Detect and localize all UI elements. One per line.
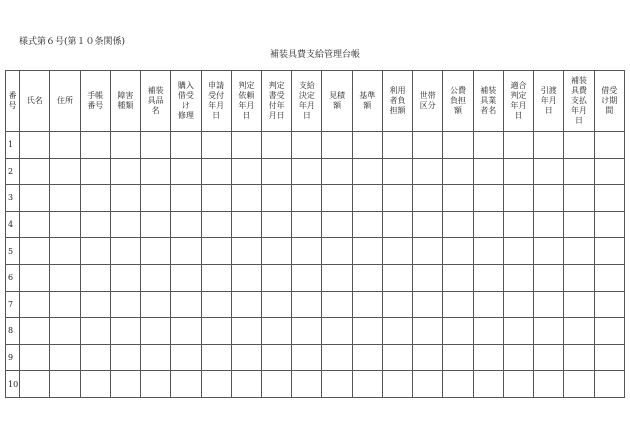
table-cell[interactable] <box>171 344 201 371</box>
table-cell[interactable] <box>503 238 533 265</box>
table-cell[interactable] <box>171 291 201 318</box>
table-cell[interactable] <box>564 158 594 185</box>
table-cell[interactable] <box>80 371 110 398</box>
table-cell[interactable] <box>110 318 140 345</box>
table-row <box>6 291 625 318</box>
table-cell[interactable] <box>261 238 291 265</box>
column-header-label: 世帯 区分 <box>419 91 436 110</box>
table-cell[interactable] <box>201 291 231 318</box>
column-header-label: 手帳 番号 <box>87 91 104 110</box>
table-row <box>6 211 625 238</box>
table-cell[interactable] <box>352 238 382 265</box>
table-cell[interactable] <box>473 371 503 398</box>
column-header-label: 支給 決定 年月 日 <box>298 81 315 120</box>
table-cell[interactable] <box>534 371 564 398</box>
table-cell[interactable] <box>382 344 412 371</box>
column-header-label: 申請 受付 年月 日 <box>208 81 225 120</box>
column-header <box>231 71 261 132</box>
table-cell[interactable] <box>20 238 50 265</box>
column-header <box>413 71 443 132</box>
table-cell[interactable] <box>503 211 533 238</box>
table-cell[interactable] <box>352 185 382 212</box>
column-header-label: 番 号 <box>8 91 17 110</box>
table-cell[interactable] <box>292 185 322 212</box>
table-cell[interactable] <box>20 132 50 159</box>
table-cell[interactable] <box>50 318 80 345</box>
column-header-label: 見積 額 <box>329 91 346 110</box>
table-cell[interactable] <box>503 132 533 159</box>
table-cell[interactable] <box>141 211 171 238</box>
table-cell[interactable] <box>564 238 594 265</box>
table-cell[interactable] <box>141 264 171 291</box>
table-cell[interactable] <box>473 291 503 318</box>
table-cell[interactable] <box>20 371 50 398</box>
row-number: 8 <box>6 318 20 345</box>
table-cell[interactable] <box>413 264 443 291</box>
table-cell[interactable] <box>261 158 291 185</box>
table-cell[interactable] <box>141 344 171 371</box>
table-cell[interactable] <box>201 344 231 371</box>
table-cell[interactable] <box>443 371 473 398</box>
table-cell[interactable] <box>171 185 201 212</box>
column-header <box>292 71 322 132</box>
table-cell[interactable] <box>594 318 624 345</box>
table-cell[interactable] <box>382 291 412 318</box>
table-cell[interactable] <box>473 264 503 291</box>
table-cell[interactable] <box>594 291 624 318</box>
table-cell[interactable] <box>503 291 533 318</box>
table-cell[interactable] <box>231 238 261 265</box>
table-cell[interactable] <box>594 211 624 238</box>
table-cell[interactable] <box>594 238 624 265</box>
table-cell[interactable] <box>594 132 624 159</box>
table-body <box>6 132 625 398</box>
table-row <box>6 238 625 265</box>
table-cell[interactable] <box>352 371 382 398</box>
table-cell[interactable] <box>261 264 291 291</box>
row-number: 3 <box>6 185 20 212</box>
table-cell[interactable] <box>382 371 412 398</box>
table-cell[interactable] <box>443 132 473 159</box>
document-title: 補装具費支給管理台帳 <box>269 50 360 60</box>
row-number: 10 <box>6 371 20 398</box>
table-cell[interactable] <box>261 185 291 212</box>
table-cell[interactable] <box>322 264 352 291</box>
column-header <box>352 71 382 132</box>
table-cell[interactable] <box>322 291 352 318</box>
table-cell[interactable] <box>534 264 564 291</box>
column-header-label: 補装 具業 者名 <box>480 86 497 115</box>
column-header <box>171 71 201 132</box>
table-cell[interactable] <box>292 264 322 291</box>
table-cell[interactable] <box>413 211 443 238</box>
table-cell[interactable] <box>201 371 231 398</box>
column-header-label: 判定 書受 付年 月日 <box>268 81 285 120</box>
table-cell[interactable] <box>534 291 564 318</box>
column-header-label: 住所 <box>56 96 73 105</box>
ledger-table <box>5 70 625 398</box>
table-cell[interactable] <box>564 344 594 371</box>
table-cell[interactable] <box>231 211 261 238</box>
table-cell[interactable] <box>80 291 110 318</box>
table-cell[interactable] <box>171 371 201 398</box>
table-cell[interactable] <box>534 185 564 212</box>
table-cell[interactable] <box>292 291 322 318</box>
table-cell[interactable] <box>231 318 261 345</box>
table-cell[interactable] <box>80 264 110 291</box>
table-cell[interactable] <box>110 238 140 265</box>
row-number: 4 <box>6 211 20 238</box>
table-cell[interactable] <box>564 264 594 291</box>
table-cell[interactable] <box>201 264 231 291</box>
column-header <box>564 71 594 132</box>
column-header <box>110 71 140 132</box>
table-cell[interactable] <box>473 132 503 159</box>
table-cell[interactable] <box>382 158 412 185</box>
table-cell[interactable] <box>443 318 473 345</box>
table-cell[interactable] <box>20 185 50 212</box>
column-header-label: 氏名 <box>26 96 43 105</box>
row-number: 7 <box>6 291 20 318</box>
table-cell[interactable] <box>534 132 564 159</box>
table-cell[interactable] <box>110 132 140 159</box>
table-cell[interactable] <box>20 211 50 238</box>
row-number: 5 <box>6 238 20 265</box>
table-cell[interactable] <box>171 211 201 238</box>
table-cell[interactable] <box>473 185 503 212</box>
column-header-label: 利用 者負 担額 <box>389 86 406 115</box>
table-cell[interactable] <box>231 264 261 291</box>
table-row <box>6 185 625 212</box>
table-cell[interactable] <box>292 344 322 371</box>
table-cell[interactable] <box>292 211 322 238</box>
table-cell[interactable] <box>534 318 564 345</box>
table-cell[interactable] <box>503 344 533 371</box>
table-cell[interactable] <box>261 344 291 371</box>
table-cell[interactable] <box>382 211 412 238</box>
table-cell[interactable] <box>50 185 80 212</box>
table-cell[interactable] <box>50 211 80 238</box>
table-cell[interactable] <box>141 318 171 345</box>
table-cell[interactable] <box>594 185 624 212</box>
table-cell[interactable] <box>413 238 443 265</box>
table-cell[interactable] <box>413 158 443 185</box>
form-number-label: 様式第６号(第１０条関係) <box>19 37 126 47</box>
row-number: 9 <box>6 344 20 371</box>
column-header-label: 適合 判定 年月 日 <box>510 81 527 120</box>
table-cell[interactable] <box>231 132 261 159</box>
table-cell[interactable] <box>231 344 261 371</box>
table-row <box>6 132 625 159</box>
table-cell[interactable] <box>443 291 473 318</box>
table-cell[interactable] <box>50 132 80 159</box>
table-cell[interactable] <box>322 371 352 398</box>
column-header-label: 借受 け期 間 <box>601 86 618 115</box>
table-cell[interactable] <box>292 371 322 398</box>
table-cell[interactable] <box>231 371 261 398</box>
table-cell[interactable] <box>594 158 624 185</box>
table-cell[interactable] <box>110 185 140 212</box>
table-cell[interactable] <box>473 318 503 345</box>
column-header <box>443 71 473 132</box>
column-header <box>261 71 291 132</box>
table-cell[interactable] <box>594 371 624 398</box>
column-header-label: 障害 種類 <box>117 91 134 110</box>
table-cell[interactable] <box>443 185 473 212</box>
table-cell[interactable] <box>413 318 443 345</box>
table-cell[interactable] <box>322 185 352 212</box>
table-cell[interactable] <box>80 132 110 159</box>
table-cell[interactable] <box>503 371 533 398</box>
table-cell[interactable] <box>110 264 140 291</box>
column-header-label: 基準 額 <box>359 91 376 110</box>
column-header <box>382 71 412 132</box>
table-cell[interactable] <box>292 238 322 265</box>
table-cell[interactable] <box>413 291 443 318</box>
table-cell[interactable] <box>141 132 171 159</box>
table-cell[interactable] <box>352 158 382 185</box>
table-cell[interactable] <box>534 344 564 371</box>
column-header-label: 公費 負担 額 <box>450 86 466 115</box>
table-cell[interactable] <box>413 344 443 371</box>
row-number: 6 <box>6 264 20 291</box>
table-cell[interactable] <box>201 132 231 159</box>
table-row <box>6 158 625 185</box>
table-cell[interactable] <box>171 318 201 345</box>
table-cell[interactable] <box>20 291 50 318</box>
table-cell[interactable] <box>50 158 80 185</box>
column-header <box>141 71 171 132</box>
table-cell[interactable] <box>110 211 140 238</box>
column-header-label: 補装 具費 支払 年月 日 <box>570 76 587 125</box>
table-cell[interactable] <box>443 344 473 371</box>
table-row <box>6 318 625 345</box>
column-header-label: 引渡 年月 日 <box>540 86 557 115</box>
table-cell[interactable] <box>534 238 564 265</box>
table-cell[interactable] <box>503 185 533 212</box>
table-cell[interactable] <box>564 132 594 159</box>
table-cell[interactable] <box>171 238 201 265</box>
table-cell[interactable] <box>50 291 80 318</box>
table-cell[interactable] <box>292 318 322 345</box>
table-cell[interactable] <box>50 238 80 265</box>
table-cell[interactable] <box>231 158 261 185</box>
table-cell[interactable] <box>352 264 382 291</box>
table-cell[interactable] <box>201 238 231 265</box>
table-cell[interactable] <box>413 371 443 398</box>
table-cell[interactable] <box>564 291 594 318</box>
column-header-label: 購入 借受 け 修理 <box>177 81 194 120</box>
table-cell[interactable] <box>20 264 50 291</box>
table-cell[interactable] <box>171 264 201 291</box>
table-cell[interactable] <box>443 158 473 185</box>
table-cell[interactable] <box>473 158 503 185</box>
table-cell[interactable] <box>352 344 382 371</box>
table-cell[interactable] <box>322 344 352 371</box>
table-cell[interactable] <box>201 211 231 238</box>
table-cell[interactable] <box>141 185 171 212</box>
table-cell[interactable] <box>261 318 291 345</box>
table-cell[interactable] <box>564 185 594 212</box>
table-cell[interactable] <box>534 158 564 185</box>
table-cell[interactable] <box>473 211 503 238</box>
table-cell[interactable] <box>141 158 171 185</box>
column-header <box>503 71 533 132</box>
column-header <box>594 71 624 132</box>
table-row <box>6 344 625 371</box>
table-cell[interactable] <box>80 158 110 185</box>
column-header <box>534 71 564 132</box>
table-cell[interactable] <box>50 264 80 291</box>
table-cell[interactable] <box>80 344 110 371</box>
table-cell[interactable] <box>261 371 291 398</box>
table-cell[interactable] <box>503 264 533 291</box>
table-cell[interactable] <box>322 238 352 265</box>
column-header <box>473 71 503 132</box>
table-cell[interactable] <box>382 132 412 159</box>
column-header <box>6 71 20 132</box>
table-cell[interactable] <box>322 158 352 185</box>
table-cell[interactable] <box>503 318 533 345</box>
table-cell[interactable] <box>503 158 533 185</box>
table-cell[interactable] <box>141 238 171 265</box>
table-cell[interactable] <box>20 158 50 185</box>
table-cell[interactable] <box>292 158 322 185</box>
table-cell[interactable] <box>201 158 231 185</box>
table-cell[interactable] <box>80 211 110 238</box>
table-cell[interactable] <box>413 185 443 212</box>
table-cell[interactable] <box>534 211 564 238</box>
table-row <box>6 264 625 291</box>
table-cell[interactable] <box>231 291 261 318</box>
table-cell[interactable] <box>50 344 80 371</box>
table-cell[interactable] <box>382 238 412 265</box>
table-cell[interactable] <box>261 132 291 159</box>
table-cell[interactable] <box>110 291 140 318</box>
table-cell[interactable] <box>352 291 382 318</box>
table-cell[interactable] <box>564 211 594 238</box>
table-cell[interactable] <box>382 264 412 291</box>
table-cell[interactable] <box>171 158 201 185</box>
table-cell[interactable] <box>80 185 110 212</box>
table-cell[interactable] <box>20 318 50 345</box>
table-cell[interactable] <box>443 264 473 291</box>
table-cell[interactable] <box>261 211 291 238</box>
header-row <box>6 71 625 132</box>
table-cell[interactable] <box>141 291 171 318</box>
table-cell[interactable] <box>20 344 50 371</box>
table-cell[interactable] <box>594 264 624 291</box>
table-cell[interactable] <box>413 132 443 159</box>
table-cell[interactable] <box>80 318 110 345</box>
table-cell[interactable] <box>382 185 412 212</box>
table-cell[interactable] <box>594 344 624 371</box>
table-cell[interactable] <box>473 344 503 371</box>
table-cell[interactable] <box>473 238 503 265</box>
table-cell[interactable] <box>382 318 412 345</box>
table-cell[interactable] <box>292 132 322 159</box>
column-header <box>80 71 110 132</box>
row-number: 1 <box>6 132 20 159</box>
table-cell[interactable] <box>141 371 171 398</box>
column-header <box>20 71 50 132</box>
column-header <box>201 71 231 132</box>
column-header <box>50 71 80 132</box>
table-cell[interactable] <box>110 344 140 371</box>
table-cell[interactable] <box>564 318 594 345</box>
table-cell[interactable] <box>201 318 231 345</box>
table-cell[interactable] <box>110 158 140 185</box>
column-header <box>322 71 352 132</box>
table-cell[interactable] <box>443 238 473 265</box>
row-number: 2 <box>6 158 20 185</box>
table-cell[interactable] <box>201 185 231 212</box>
table-cell[interactable] <box>80 238 110 265</box>
table-cell[interactable] <box>564 371 594 398</box>
column-header-label: 判定 依頼 年月 日 <box>238 81 255 120</box>
table-row <box>6 371 625 398</box>
table-cell[interactable] <box>352 132 382 159</box>
table-cell[interactable] <box>352 211 382 238</box>
column-header-label: 補装 具品 名 <box>147 86 164 115</box>
table-cell[interactable] <box>171 132 201 159</box>
table-cell[interactable] <box>231 185 261 212</box>
table-cell[interactable] <box>50 371 80 398</box>
table-cell[interactable] <box>443 211 473 238</box>
table-cell[interactable] <box>261 291 291 318</box>
table-cell[interactable] <box>110 371 140 398</box>
table-cell[interactable] <box>322 211 352 238</box>
table-cell[interactable] <box>352 318 382 345</box>
table-cell[interactable] <box>322 318 352 345</box>
table-cell[interactable] <box>322 132 352 159</box>
